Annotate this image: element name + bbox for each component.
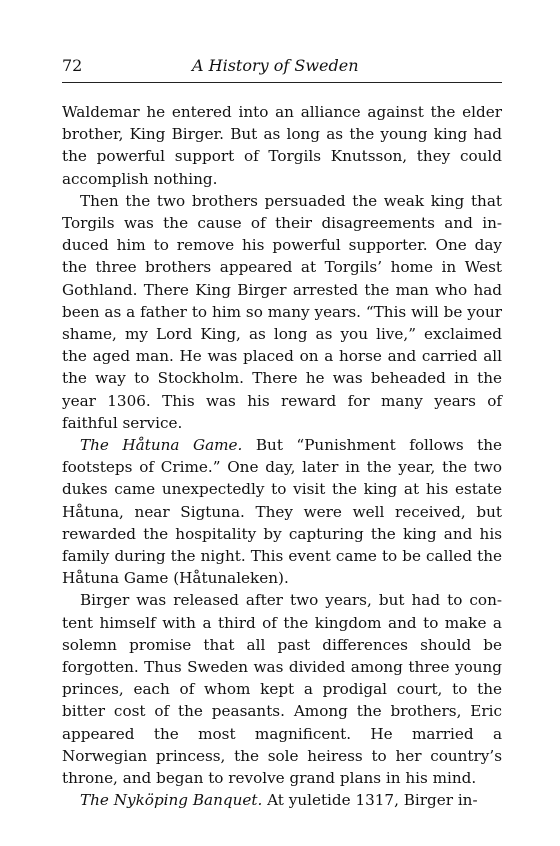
paragraph	[62, 789, 502, 811]
paragraph-text: But “Punishment follows the footsteps of Crime.” One day, later in the year, the two dukes came unexpectedly to visit the king at his estate Håtuna, near Sigtuna. They were well received, but rewarded the hospitality by capturing the king and his family during the night. This event came to be called the Håtuna Game (Håtunaleken).	[62, 436, 502, 588]
paragraph-text: At yuletide 1317, Birger in-	[262, 791, 478, 810]
body-text	[62, 101, 502, 812]
paragraph-text: Birger was released after two years, but had to content himself with a third of the kingdom and to make a solemn promise that all past differences should be forgotten. Thus Sweden was divided among three young princes, each of whom kept a prodigal court, to the bitter cost of the peasants. Among the brothers, Eric appeared the most magnificent. He married a Norwegian princess, the sole heiress to her country’s throne, and began to revolve grand plans in his mind.	[62, 591, 502, 788]
paragraph-text: Waldemar he entered into an alliance against the elder brother, King Birger. But as long as the young king had the powerful support of Torgils Knutsson, they could accomplish nothing.	[62, 103, 502, 188]
page-number: 72	[62, 56, 83, 75]
paragraph	[62, 434, 502, 589]
paragraph-text: Then the two brothers persuaded the weak king that Torgils was the cause of their disagreements and induced him to remove his powerful supporter. One day the three brothers appeared at Torgils’ home in West Gothland. There King Birger arrested the man who had been as a father to him so many years. “This will be your shame, my Lord King, as long as you live,” exclaimed the aged man. He was placed on a horse and carried all the way to Stockholm. There he was beheaded in the year 1306. This was his reward for many years of faithful service.	[62, 191, 502, 432]
section-subhead: The Håtuna Game.	[80, 436, 243, 455]
book-page	[62, 56, 502, 812]
paragraph	[62, 101, 502, 190]
paragraph	[62, 190, 502, 434]
running-title: A History of Sweden	[192, 56, 359, 75]
section-subhead: The Nyköping Banquet.	[80, 791, 263, 810]
page-header	[62, 56, 502, 83]
paragraph	[62, 589, 502, 789]
